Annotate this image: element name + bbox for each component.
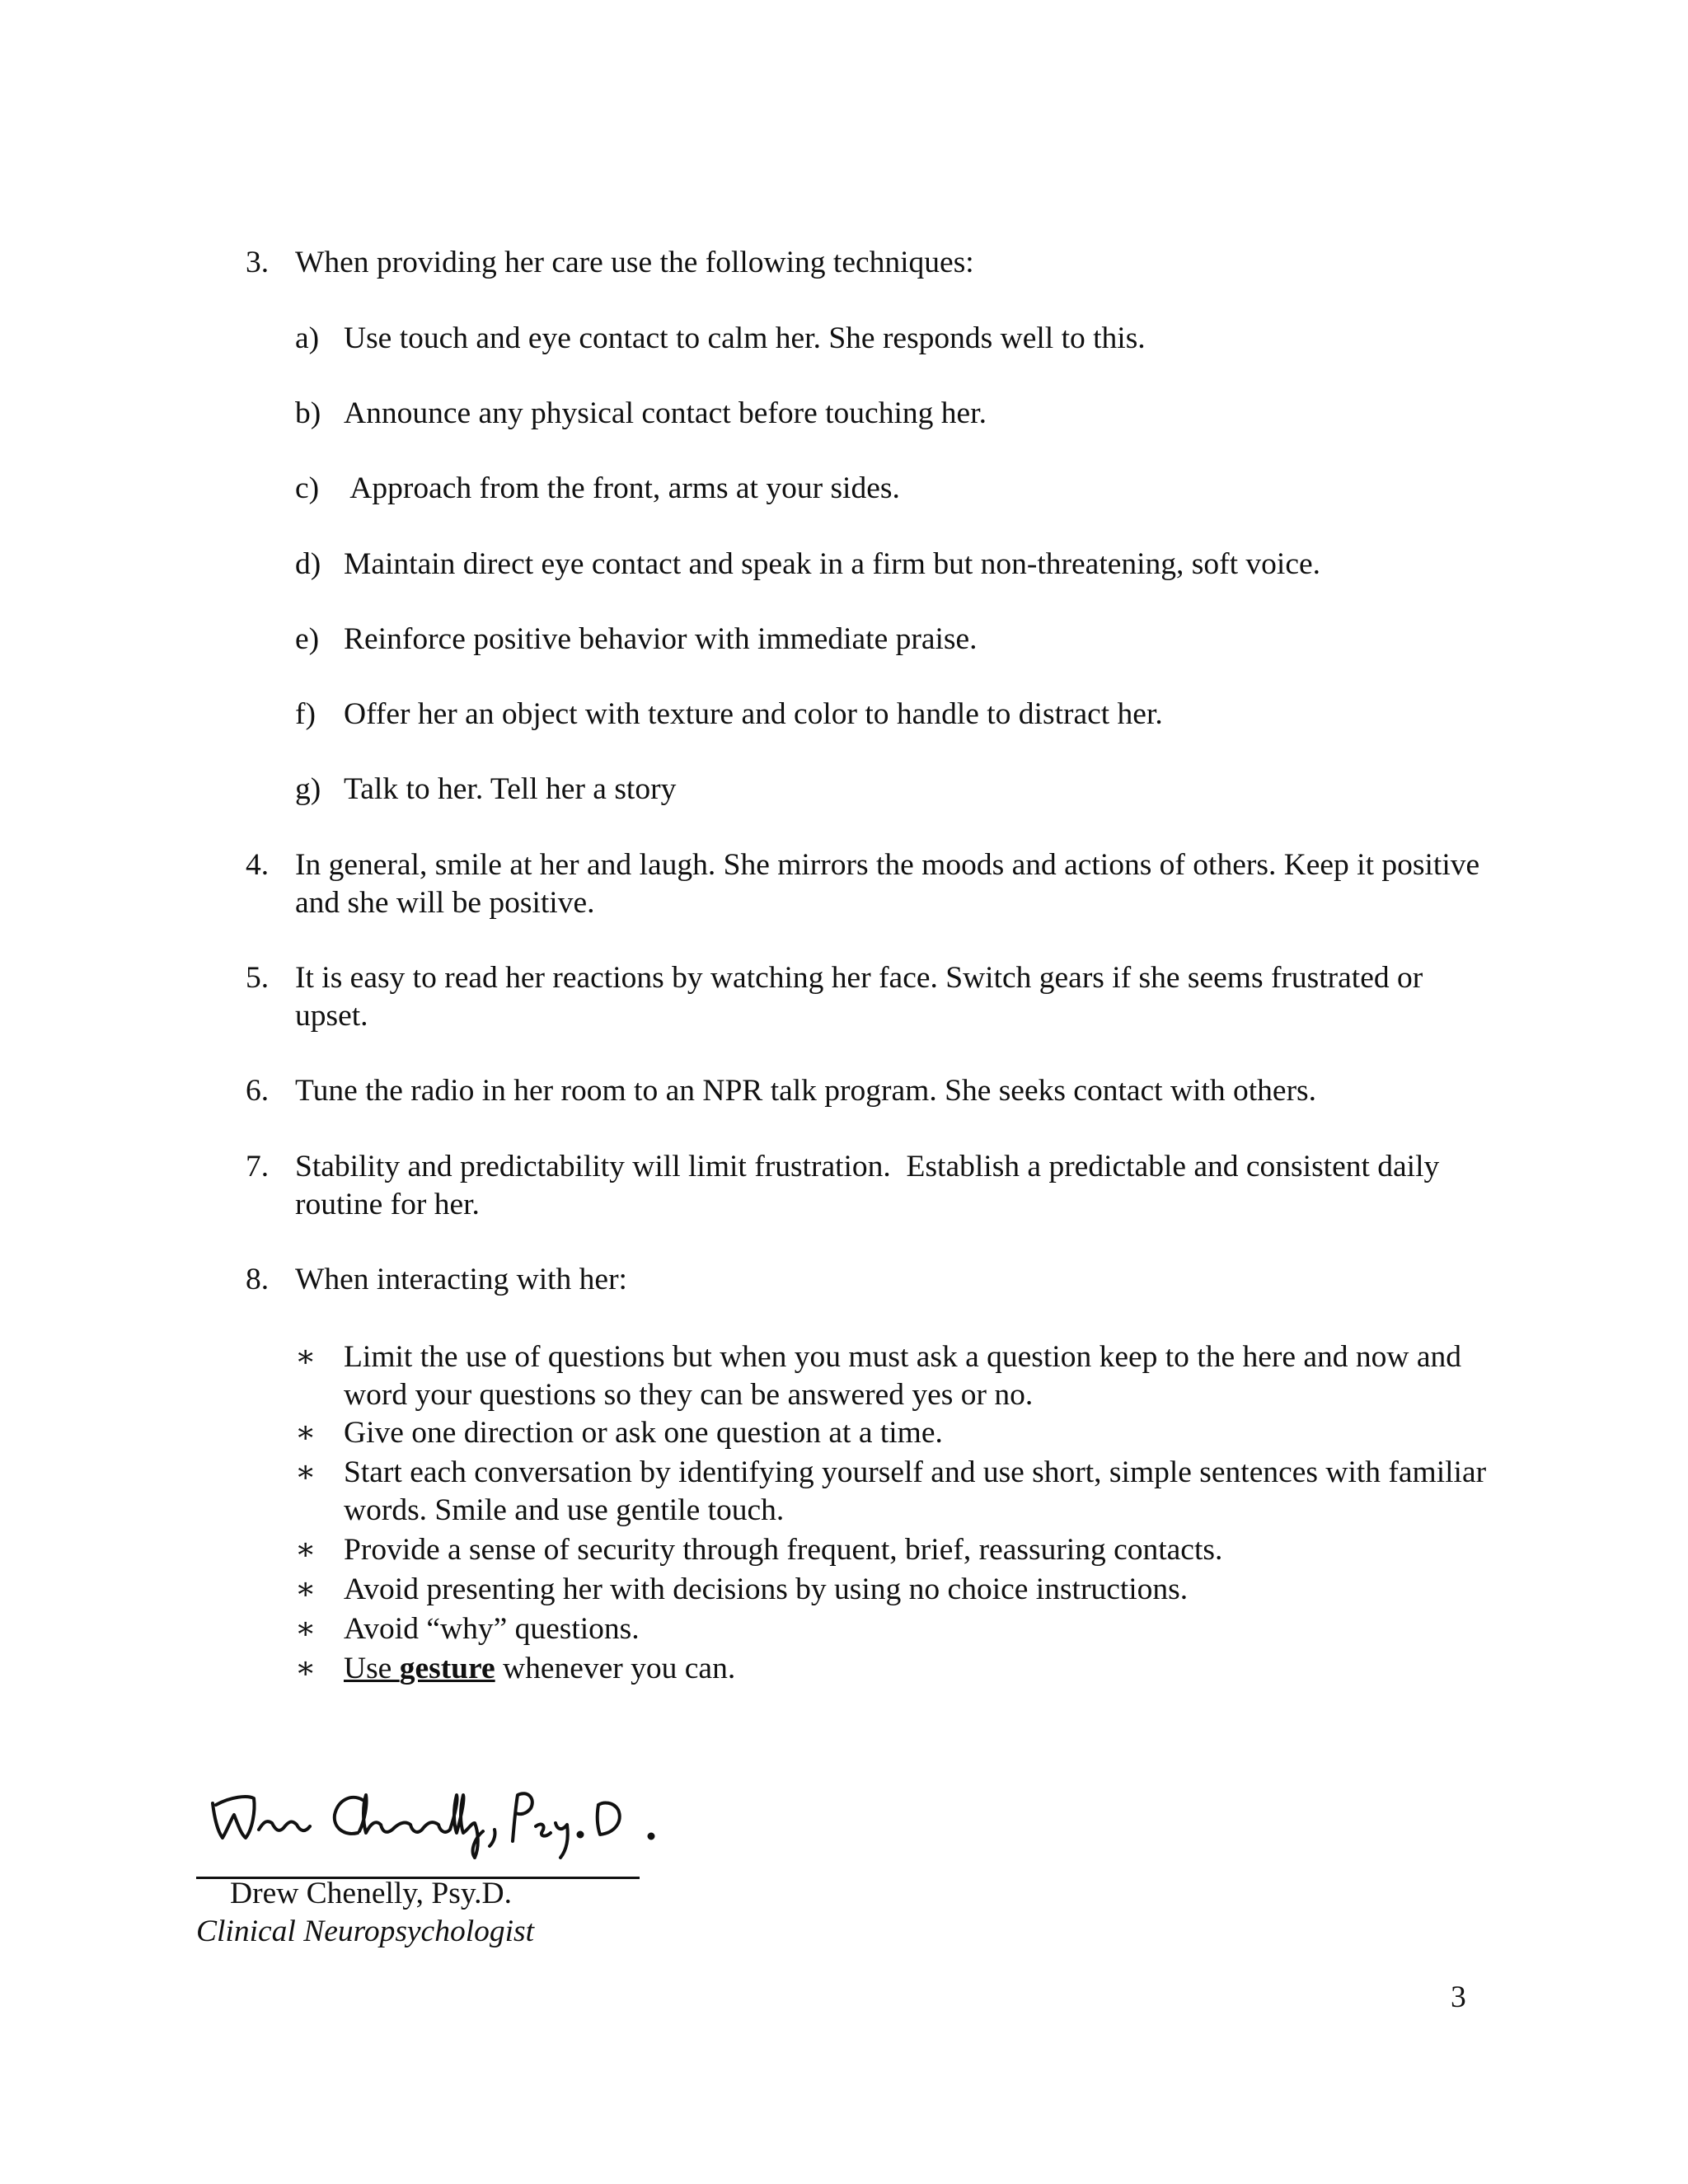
underlined-use: Use xyxy=(344,1652,400,1685)
bullet-text: Limit the use of questions but when you must ask a question keep to the here and now and word your questions so they can be answered yes or no. xyxy=(344,1340,1461,1412)
item-number: 7. xyxy=(246,1150,270,1183)
bullet-text: Give one direction or ask one question at a time. xyxy=(344,1416,943,1450)
bullet-symbol: ∗ xyxy=(295,1533,316,1567)
item-number: 6. xyxy=(246,1074,270,1108)
bullet-symbol: ∗ xyxy=(295,1416,316,1450)
bullet-text: Start each conversation by identifying yourself and use short, simple sentences with familiar words. Smile and use gentile touch. xyxy=(344,1455,1487,1527)
subitem-label: d) xyxy=(295,547,321,581)
subitem-label: e) xyxy=(295,622,320,656)
bullet-text: Avoid presenting her with decisions by using no choice instructions. xyxy=(344,1572,1189,1606)
bullet-symbol: ∗ xyxy=(295,1340,316,1374)
bullet-symbol: ∗ xyxy=(295,1652,316,1685)
item-text: In general, smile at her and laugh. She mirrors the moods and actions of others. Keep it positive and she will be positive. xyxy=(295,848,1480,920)
page-number: 3 xyxy=(1451,1980,1466,2014)
item-number: 4. xyxy=(246,848,270,882)
emphasis-gesture: gesture xyxy=(399,1652,495,1685)
bullet-symbol: ∗ xyxy=(295,1572,316,1606)
item-number: 5. xyxy=(246,961,270,995)
subitem-label: f) xyxy=(295,697,316,731)
bullet-text: Provide a sense of security through frequent, brief, reassuring contacts. xyxy=(344,1533,1223,1567)
subitem-label: g) xyxy=(295,772,321,806)
subitem-text: Reinforce positive behavior with immediate praise. xyxy=(344,622,978,656)
subitem-text: Offer her an object with texture and color to handle to distract her. xyxy=(344,697,1163,731)
bullet-text: Avoid “why” questions. xyxy=(344,1612,640,1646)
handwritten-signature xyxy=(206,1772,676,1863)
item-text: Stability and predictability will limit frustration. Establish a predictable and consistent daily routine for her. xyxy=(295,1150,1447,1221)
item-text: It is easy to read her reactions by watching her face. Switch gears if she seems frustrated or upset. xyxy=(295,961,1423,1033)
item-text: Tune the radio in her room to an NPR talk program. She seeks contact with others. xyxy=(295,1074,1317,1108)
subitem-label: c) xyxy=(295,471,320,505)
item-text: When providing her care use the following techniques: xyxy=(295,246,974,279)
signer-name: Drew Chenelly, Psy.D. xyxy=(230,1877,512,1910)
subitem-text: Maintain direct eye contact and speak in a firm but non-threatening, soft voice. xyxy=(344,547,1321,581)
subitem-text: Talk to her. Tell her a story xyxy=(344,772,677,806)
subitem-text: Use touch and eye contact to calm her. She responds well to this. xyxy=(344,321,1146,355)
item-number: 8. xyxy=(246,1263,270,1296)
subitem-text: Approach from the front, arms at your sides. xyxy=(344,471,900,505)
bullet-text-tail: whenever you can. xyxy=(495,1652,736,1685)
bullet-symbol: ∗ xyxy=(295,1612,316,1646)
signer-title: Clinical Neuropsychologist xyxy=(196,1915,535,1948)
bullet-text-gesture xyxy=(344,1650,1498,1688)
item-number: 3. xyxy=(246,246,270,279)
bullet-symbol: ∗ xyxy=(295,1455,316,1489)
subitem-label: b) xyxy=(295,396,321,430)
subitem-label: a) xyxy=(295,321,320,355)
subitem-text: Announce any physical contact before touching her. xyxy=(344,396,987,430)
item-text: When interacting with her: xyxy=(295,1263,627,1296)
